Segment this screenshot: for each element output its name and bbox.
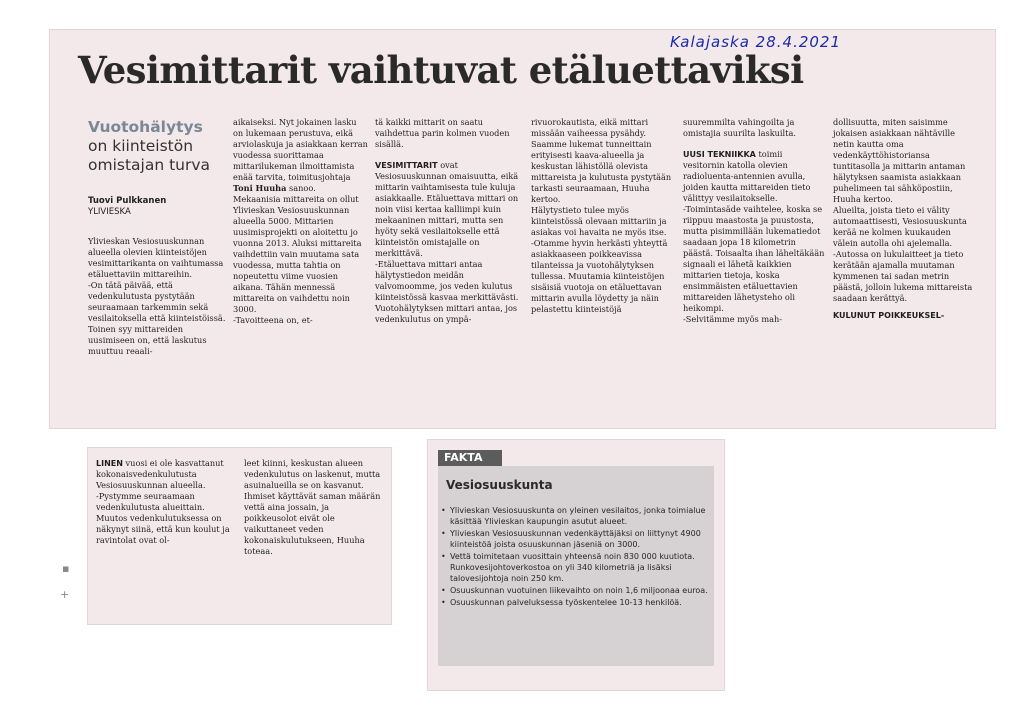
facta-item: • Vettä toimitetaan vuosittain yhteensä noin 830 000 kuutiota. Runkovesijohtoverkostoa on yli 340 kilometriä ja lisäksi talovesijohtoja noin 250 km. (441, 552, 695, 583)
quoted-person: Toni Huuha (233, 183, 287, 193)
col5-lead: UUSI TEKNIIKKA (683, 150, 756, 159)
body-column-8: leet kiinni, keskustan alueen vedenkulutus on laskenut, mutta asuinalueilla se on kasvanut. Ihmiset käyttävät saman määrän vettä aina jossain, ja poikkeusolot eivät ole vaikuttaneet veden kokonaiskulutukseen, Huuha toteaa. (244, 458, 381, 556)
facta-list (441, 505, 713, 609)
subheadline-keyword: Vuotohälytys (88, 118, 203, 136)
body-column-6 (833, 117, 978, 321)
bullet-icon: • (441, 598, 446, 607)
handwritten-date-note: Kalajaska 28.4.2021 (670, 33, 842, 51)
body-column-1: Ylivieskan Vesiosuuskunnan alueella olevien kiinteistöjen vesimittarikanta on vaihtumassa etäluettaviin mittareihin. -On tätä päivää, että vedenkulutusta pystytään seuraamaan tarkemmin sekä vesilaitoksella että kiinteistöissä. Toinen syy mittareiden uusimiseen on, että laskutus muuttuu reaali- (88, 236, 226, 356)
body-column-5 (683, 117, 826, 325)
col3-text-b: ovat Vesiosuuskunnan omaisuutta, eikä mittarin vaihtamisesta tule kuluja asiakkaalle. Etäluettava mittari on noin viisi kertaa kalliimpi kuin mekaaninen mittari, mutta sen hyöty sekä vesilaitokselle että kiinteistön omistajalle on merkittävä. -Etäluettava mittari antaa hälytystiedon meidän valvomoomme, jos veden kulutus kiinteistössä kasvaa merkittävästi. Vuotohälytyksen mittari antaa, jos vedenkulutus on ympä- (375, 160, 519, 324)
col7-lead: LINEN (96, 459, 123, 468)
col2-text-b: Mekaanisia mittareita on ollut Ylivieskan Vesiosuuskunnan alueella 5000. Mittarien uusimisprojekti on aloitettu jo vuonna 2013. Aluksi mittareita vaihdettiin vain muutama sata vuodessa, mutta tahtia on nopeutettu viime vuosien aikana. Tähän mennessä mittareita on vaihdettu noin 3000. -Tavoitteena on, et- (233, 194, 362, 325)
bullet-icon: • (441, 586, 446, 595)
facta-title: Vesiosuuskunta (446, 478, 553, 492)
scan-cross-mark: + (60, 588, 70, 601)
col7-text: vuosi ei ole kasvattanut kokonaisvedenkulutusta Vesiosuuskunnan alueella. -Pystymme seuraamaan vedenkulutusta alueittain. Muutos vedenkulutuksessa on näkynyt siinä, että kun koulut ja ravintolat ovat ol- (96, 458, 230, 545)
location: YLIVIESKA (88, 207, 131, 217)
subheadline-text: on kiinteistön omistajan turva (88, 137, 211, 174)
author: Tuovi Pulkkanen (88, 196, 167, 206)
facta-item: • Ylivieskan Vesiosuuskunta on yleinen vesilaitos, jonka toimialue käsittää Ylivieskan kaupungin asutut alueet. (441, 506, 706, 526)
col5-text-b: toimii vesitornin katolla olevien radioluenta-antennien avulla, joiden kautta mittareiden tieto välittyy vesilaitokselle. -Toimintasäde vaihtelee, koska se riippuu maastosta ja puustosta, mutta pisimmillään lukematiedot saadaan jopa 18 kilometrin päästä. Toisaalta ihan läheltäkään signaali ei lähetä kaikkien mittarien tietoja, koska ensimmäisten etäluettavien mittareiden lähetysteho oli heikompi. -Selvitämme myös mah- (683, 149, 825, 324)
facta-item: • Osuuskunnan vuotuinen liikevaihto on noin 1,6 miljoonaa euroa. (441, 586, 708, 595)
bullet-icon: • (441, 552, 446, 561)
bullet-icon: • (441, 506, 446, 515)
body-column-2 (233, 117, 369, 326)
body-column-7 (96, 458, 236, 546)
headline: Vesimittarit vaihtuvat etäluettaviksi (78, 48, 804, 92)
col2-text: aikaiseksi. Nyt jokainen lasku on lukemaan perustuva, eikä arviolaskuja ja asiakkaan kerran vuodessa suorittamaa mittarilukeman ilmoittamista enää tarvita, toimitusjohtaja (233, 117, 368, 182)
byline (88, 196, 166, 218)
col6-lead: KULUNUT POIKKEUKSEL- (833, 311, 945, 320)
facta-tag: FAKTA (438, 450, 502, 466)
facta-item: • Ylivieskan Vesiosuuskunnan vedenkäyttäjäksi on liittynyt 4900 kiinteistöä joista osuuskunnan jäseniä on 3000. (441, 529, 701, 549)
col2-tail: sanoo. (289, 183, 316, 193)
scan-square-mark: ▪ (62, 562, 70, 575)
col5-text-a: suuremmilta vahingoilta ja omistajia suurilta laskuilta. (683, 117, 796, 138)
body-column-3 (375, 117, 519, 325)
body-column-4: rivuorokautista, eikä mittari missään vaiheessa pysähdy. Saamme lukemat tunneittain erityisesti kaava-alueella ja keskustan lähistöllä olevista mittareista ja kulutusta pystytään tarkasti seuraamaan, Huuha kertoo. Hälytystieto tulee myös kiinteistössä olevaan mittariin ja asiakas voi havaita ne myös itse. -Otamme hyvin herkästi yhteyttä asiakkaaseen poikkeavissa tilanteissa ja vuotohälytyksen tullessa. Muutamia kiinteistöjen sisäisiä vuotoja on etäluettavan mittarin avulla löydetty ja näin pelastettu kiinteistöjä (531, 117, 672, 314)
subheadline (88, 118, 238, 175)
facta-item: • Osuuskunnan palveluksessa työskentelee 10-13 henkilöä. (441, 598, 682, 607)
bullet-icon: • (441, 529, 446, 538)
col3-lead: VESIMITTARIT (375, 161, 438, 170)
col3-text-a: tä kaikki mittarit on saatu vaihdettua parin kolmen vuoden sisällä. (375, 117, 510, 149)
col6-text-a: dollisuutta, miten saisimme jokaisen asiakkaan nähtäville netin kautta oma vedenkäyttöhistoriansa tuntitasolla ja mittarin antaman hälytyksen saamista asiakkaan puhelimeen tai sähköpostiin, Huuha kertoo. Alueilta, joista tieto ei välity automaattisesti, Vesiosuuskunta kerää ne kolmen kuukauden välein autolla ohi ajelemalla. -Autossa on lukulaitteet ja tieto kerätään ajamalla muutaman kymmenen tai sadan metrin päästä, jolloin lukema mittareista saadaan kerättyä. (833, 117, 973, 303)
